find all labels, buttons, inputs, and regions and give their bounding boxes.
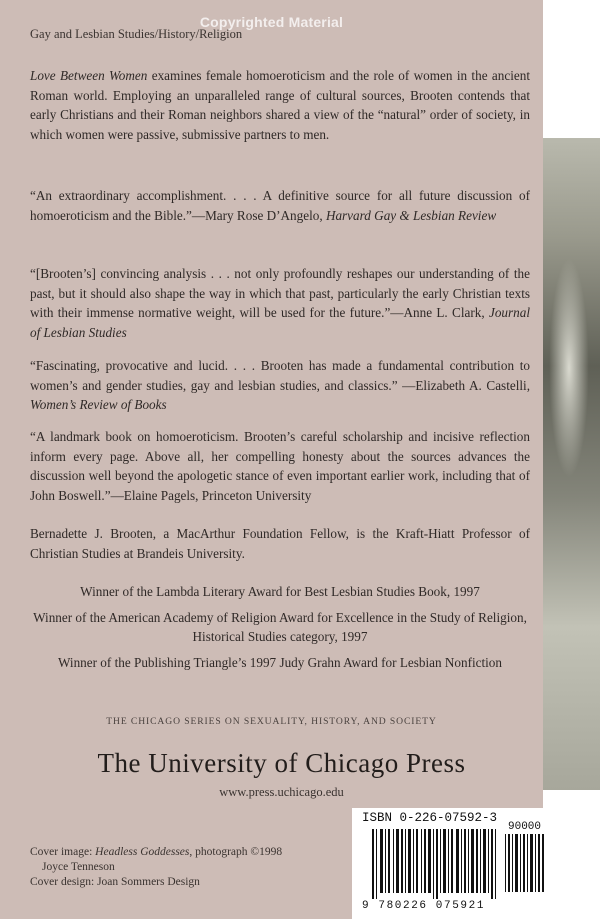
quote-text: “[Brooten’s] convincing analysis . . . not only profoundly reshapes our understanding of the past, but it should also shape the way in which that past, particularly the early Christian texts with their immense normative weight, will be used for the future.”—Anne L. Clark, bbox=[30, 266, 530, 320]
review-quote bbox=[30, 186, 530, 225]
review-quote bbox=[30, 427, 530, 505]
awards-list bbox=[30, 582, 530, 679]
book-description bbox=[30, 66, 530, 144]
award-item: Winner of the Lambda Literary Award for Best Lesbian Studies Book, 1997 bbox=[80, 584, 480, 599]
publisher-url: www.press.uchicago.edu bbox=[219, 785, 344, 799]
book-title: Love Between Women bbox=[30, 68, 148, 83]
addon-number: 90000 bbox=[508, 821, 542, 833]
watermark: Copyrighted Material bbox=[199, 14, 344, 30]
spine-photo bbox=[543, 138, 600, 790]
quote-text: “A landmark book on homoeroticism. Brooten’s careful scholarship and incisive reflection inform every page. Above all, her compelling honesty about the sources advances the discussion well beyond the apologetic stance of even important earlier work, including that of John Boswell.”—Elaine Pagels, Princeton University bbox=[30, 429, 530, 503]
category-label: Gay and Lesbian Studies/History/Religion bbox=[30, 27, 243, 41]
addon-barcode-icon bbox=[505, 834, 545, 892]
series-title: THE CHICAGO SERIES ON SEXUALITY, HISTORY, AND SOCIETY bbox=[106, 716, 437, 727]
publisher-name: The University of Chicago Press bbox=[97, 748, 466, 778]
quote-source: Journal of Lesbian Studies bbox=[30, 305, 530, 340]
barcode-number: 9 780226 075921 bbox=[362, 900, 486, 912]
author-bio: Bernadette J. Brooten, a MacArthur Foundation Fellow, is the Kraft-Hiatt Professor of Christian Studies at Brandeis University. bbox=[30, 526, 530, 561]
quote-source: Women’s Review of Books bbox=[30, 397, 167, 412]
review-quote bbox=[30, 264, 530, 342]
image-owner: Joyce Tenneson bbox=[42, 860, 115, 873]
description-body: examines female homoeroticism and the role of women in the ancient Roman world. Employing an unparalleled range of cultural sources, Brooten contends that early Christians and their Roman neighbors shared a view of the “natural” order of society, in which women were passive, submissive partners to men. bbox=[30, 68, 530, 142]
quote-source: Harvard Gay & Lesbian Review bbox=[325, 207, 497, 223]
award-item: Winner of the American Academy of Religion Award for Excellence in the Study of Religion, Historical Studies category, 1997 bbox=[33, 610, 527, 644]
isbn-label: ISBN 0-226-07592-3 bbox=[362, 811, 498, 825]
image-credit: Cover image: Headless Goddesses, photograph ©1998 bbox=[30, 846, 283, 858]
barcode-icon bbox=[372, 829, 500, 899]
review-quote bbox=[30, 356, 530, 415]
quote-text: “Fascinating, provocative and lucid. . . . Brooten has made a fundamental contribution to women’s and gender studies, gay and lesbian studies, and classics.” —Elizabeth A. Castelli, bbox=[30, 358, 530, 393]
design-credit: Cover design: Joan Sommers Design bbox=[30, 875, 200, 888]
cover-credits bbox=[30, 845, 282, 889]
award-item: Winner of the Publishing Triangle’s 1997 Judy Grahn Award for Lesbian Nonfiction bbox=[57, 655, 502, 670]
quote-text: “An extraordinary accomplishment. . . . A definitive source for all future discussion of homoeroticism and the Bible.”—Mary Rose D’Angelo, bbox=[30, 188, 530, 223]
